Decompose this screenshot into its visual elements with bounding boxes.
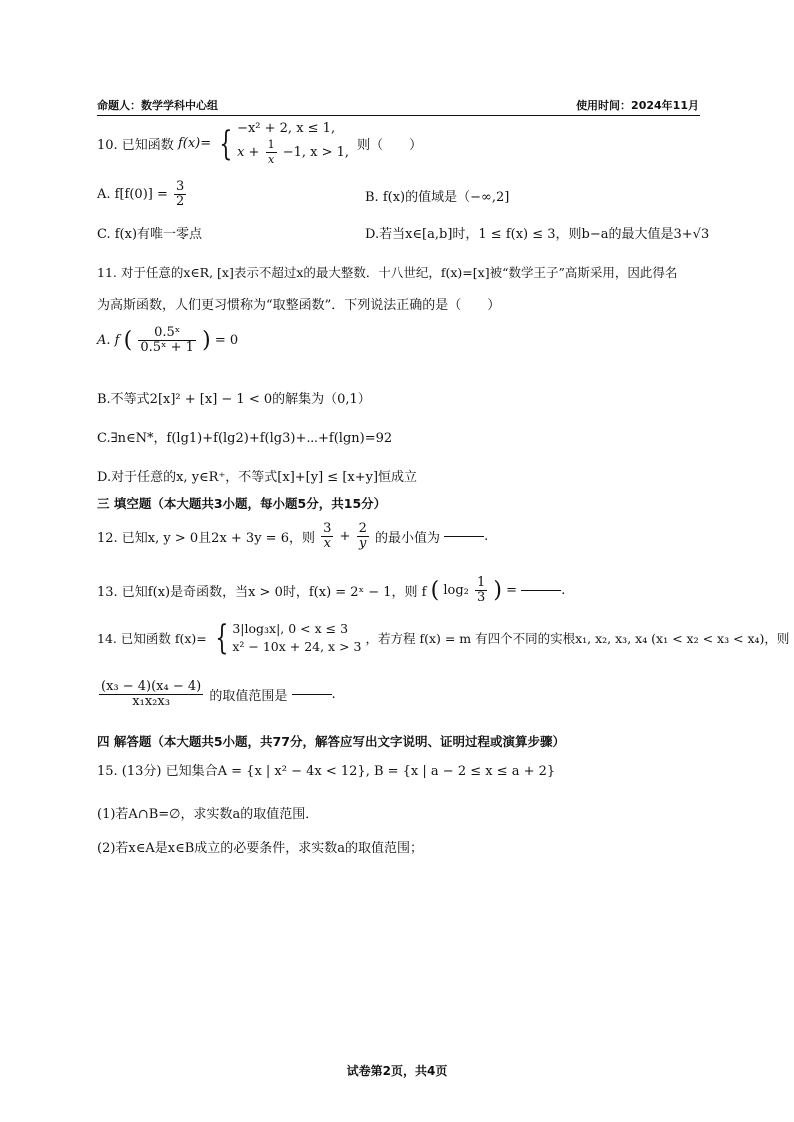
q12-frac-1: $\frac{3}{x}$ [323, 521, 332, 551]
q10-stem [97, 120, 422, 167]
page-footer: 试卷第2页，共4页 [346, 1064, 448, 1078]
q10-option-a: A. f[f(0)] = $\frac{3}{2}$ [97, 179, 185, 209]
header-right: 使用时间：2024年11月 [576, 99, 699, 112]
q11-option-c: C.∃n∈N*，f(lg1)+f(lg2)+f(lg3)+⋯+f(lgn)=92 [97, 431, 393, 446]
q14-cases: 3|log₃x|, 0 < x ≤ 3 x² − 10x + 24, x > 3 [232, 621, 362, 654]
q11-line2: 为高斯函数，人们更习惯称为“取整函数”．下列说法正确的是（ ） [97, 298, 501, 313]
q10-cases [237, 120, 349, 167]
q14-answer-blank[interactable] [292, 694, 332, 695]
q13-answer-blank[interactable] [521, 590, 561, 591]
q10-lead: 10. 已知函数 [97, 138, 174, 153]
q10-func: f(x)= [177, 136, 212, 151]
q13: 13. 已知f(x)是奇函数，当x > 0时，f(x) = 2ˣ − 1，则 f ( log₂ $\frac{1}{3}$ ) = . [97, 575, 566, 605]
q10-brace: { [219, 123, 233, 164]
q10-case2-frac: $\frac{1}{x}$ [267, 138, 275, 166]
q14-stem: 14. 已知函数 f(x)= { 3|log₃x|, 0 < x ≤ 3 x² − 10x + 24, x > 3 ，若方程 f(x) = m 有四个不同的实根x₁, x₂, x₃, x₄ (x₁ < x₂ < x₃ < x₄)，则 [97, 618, 790, 658]
q15-part-1: (1)若A∩B=∅，求实数a的取值范围． [97, 807, 319, 822]
q11-option-d: D.对于任意的x, y∈R⁺，不等式[x]+[y] ≤ [x+y]恒成立 [97, 470, 418, 485]
header-rule [97, 115, 700, 116]
q11-line1: 11. 对于任意的x∈R, [x]表示不超过x的最大整数．十八世纪，f(x)=[x]被“数学王子”高斯采用，因此得名 [97, 265, 678, 280]
q12-answer-blank[interactable] [444, 536, 484, 537]
q11-option-a-frac: $\frac{\text{0.5ˣ}}{\text{0.5ˣ + 1}}$ [140, 325, 194, 355]
q15-stem: 15. (13分) 已知集合A = {x | x² − 4x < 12}, B = {x | a − 2 ≤ x ≤ a + 2} [97, 764, 556, 779]
q10-option-d: D.若当x∈[a,b]时，1 ≤ f(x) ≤ 3，则b−a的最大值是3+√3 [365, 227, 710, 242]
q13-frac: $\frac{1}{3}$ [477, 575, 486, 605]
q10-option-b: B. f(x)的值域是（−∞,2] [365, 190, 510, 205]
section-3-heading: 三 填空题（本大题共3小题，每小题5分，共15分） [97, 496, 387, 511]
q12-frac-2: $\frac{2}{y}$ [358, 521, 367, 551]
q11-option-b: B.不等式2[x]² + [x] − 1 < 0的解集为（0,1） [97, 392, 371, 407]
q14-frac: $\frac{\text{(x₃ − 4)(x₄ − 4)}}{\text{x₁x₂x₃}}$ [101, 679, 202, 709]
q14-expression: $\frac{\text{(x₃ − 4)(x₄ − 4)}}{\text{x₁x₂x₃}}$ 的取值范围是 . [101, 679, 336, 709]
q10-case1: −x² + 2, x ≤ 1, [237, 121, 336, 136]
q12: 12. 已知x, y > 0且2x + 3y = 6，则 $\frac{3}{x}$ + $\frac{2}{y}$ 的最小值为 . [97, 521, 489, 551]
q11-option-a: A. f ( $\frac{\text{0.5ˣ}}{\text{0.5ˣ + 1}}$ ) = 0 [97, 325, 239, 355]
q10-tail: 则（ ） [357, 138, 423, 153]
q10-option-a-frac: $\frac{3}{2}$ [176, 179, 185, 209]
q15-part-2: (2)若x∈A是x∈B成立的必要条件，求实数a的取值范围； [97, 841, 424, 856]
header-left: 命题人：数学学科中心组 [97, 99, 218, 112]
q14-brace: { [215, 618, 229, 658]
q10-case2: x + $\frac{1}{x}$ −1, x > 1, [237, 138, 350, 166]
q10-option-c: C. f(x)有唯一零点 [97, 227, 203, 242]
section-4-heading: 四 解答题（本大题共5小题，共77分，解答应写出文字说明、证明过程或演算步骤） [97, 734, 565, 749]
